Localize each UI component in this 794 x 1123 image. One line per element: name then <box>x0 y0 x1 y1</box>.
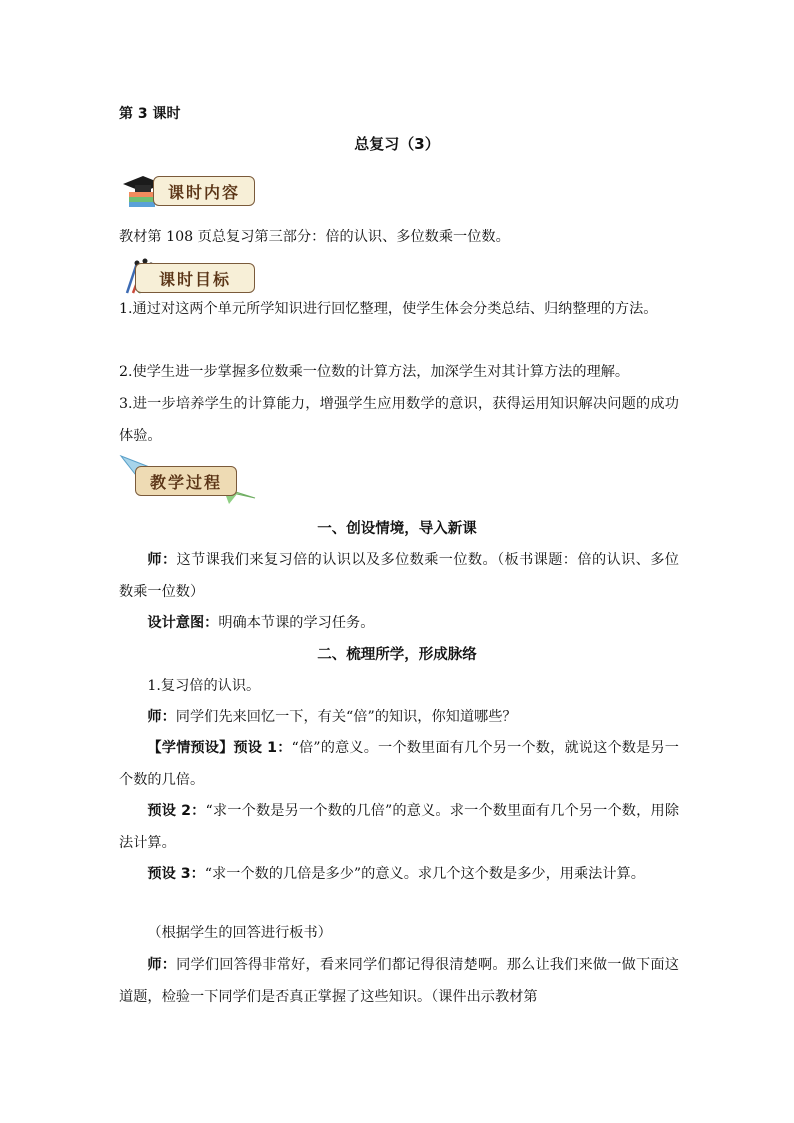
goal-3: 3.进一步培养学生的计算能力，增强学生应用数学的意识，获得运用知识解决问题的成功体验。 <box>119 396 679 444</box>
preset2-label: 预设 2： <box>147 803 206 819</box>
preset3-text: “求一个数的几倍是多少”的意义。求几个这个数是多少，用乘法计算。 <box>204 866 645 882</box>
page-title: 总复习（3） <box>354 135 440 153</box>
section2-end <box>119 950 679 1013</box>
section2-preset3 <box>119 859 679 891</box>
section2-item1: 1.复习倍的认识。 <box>147 678 261 694</box>
banner-process <box>119 452 259 506</box>
teacher-label: 师： <box>147 709 176 725</box>
content-text: 教材第 108 页总复习第三部分：倍的认识、多位数乘一位数。 <box>119 229 510 245</box>
section1-p2-text: 明确本节课的学习任务。 <box>218 615 375 631</box>
preset1-label: 【学情预设】预设 1： <box>147 740 292 756</box>
section2-end-text: 同学们回答得非常好，看来同学们都记得很清楚啊。那么让我们来做一做下面这道题，检验一下同学们是否真正掌握了这些知识。（课件出示教材第 <box>119 957 679 1005</box>
section2-question-text: 同学们先来回忆一下，有关“倍”的知识，你知道哪些？ <box>175 709 517 725</box>
design-intent-label: 设计意图： <box>147 615 219 631</box>
teacher-label: 师： <box>147 957 177 973</box>
goal-1: 1.通过对这两个单元所学知识进行回忆整理，使学生体会分类总结、归纳整理的方法。 <box>119 301 658 317</box>
section2-preset2 <box>119 796 679 859</box>
preset1-text: “倍”的意义。一个数里面有几个另一个数，就说这个数是另一个数的几倍。 <box>119 740 679 788</box>
preset2-text: “求一个数是另一个数的几倍”的意义。求一个数里面有几个另一个数，用除法计算。 <box>119 803 680 851</box>
preset3-label: 预设 3： <box>147 866 205 882</box>
banner-process-label: 教学过程 <box>135 466 237 496</box>
section2-note: （根据学生的回答进行板书） <box>147 925 332 941</box>
banner-content <box>119 172 259 212</box>
banner-goals-label: 课时目标 <box>135 263 255 293</box>
section1-p1-text: 这节课我们来复习倍的认识以及多位数乘一位数。（板书课题：倍的认识、多位数乘一位数） <box>119 552 679 600</box>
banner-goals <box>119 257 259 297</box>
section2-heading: 二、梳理所学，形成脉络 <box>317 647 477 663</box>
section1-p1 <box>119 545 679 608</box>
lesson-number: 第 3 课时 <box>119 106 181 122</box>
goal-2: 2.使学生进一步掌握多位数乘一位数的计算方法，加深学生对其计算方法的理解。 <box>119 364 630 380</box>
teacher-label: 师： <box>147 552 177 568</box>
section1-heading: 一、创设情境，导入新课 <box>317 521 477 537</box>
banner-content-label: 课时内容 <box>153 176 255 206</box>
section2-preset1 <box>119 733 679 796</box>
section1-p2 <box>119 608 679 640</box>
section2-question <box>119 702 679 734</box>
